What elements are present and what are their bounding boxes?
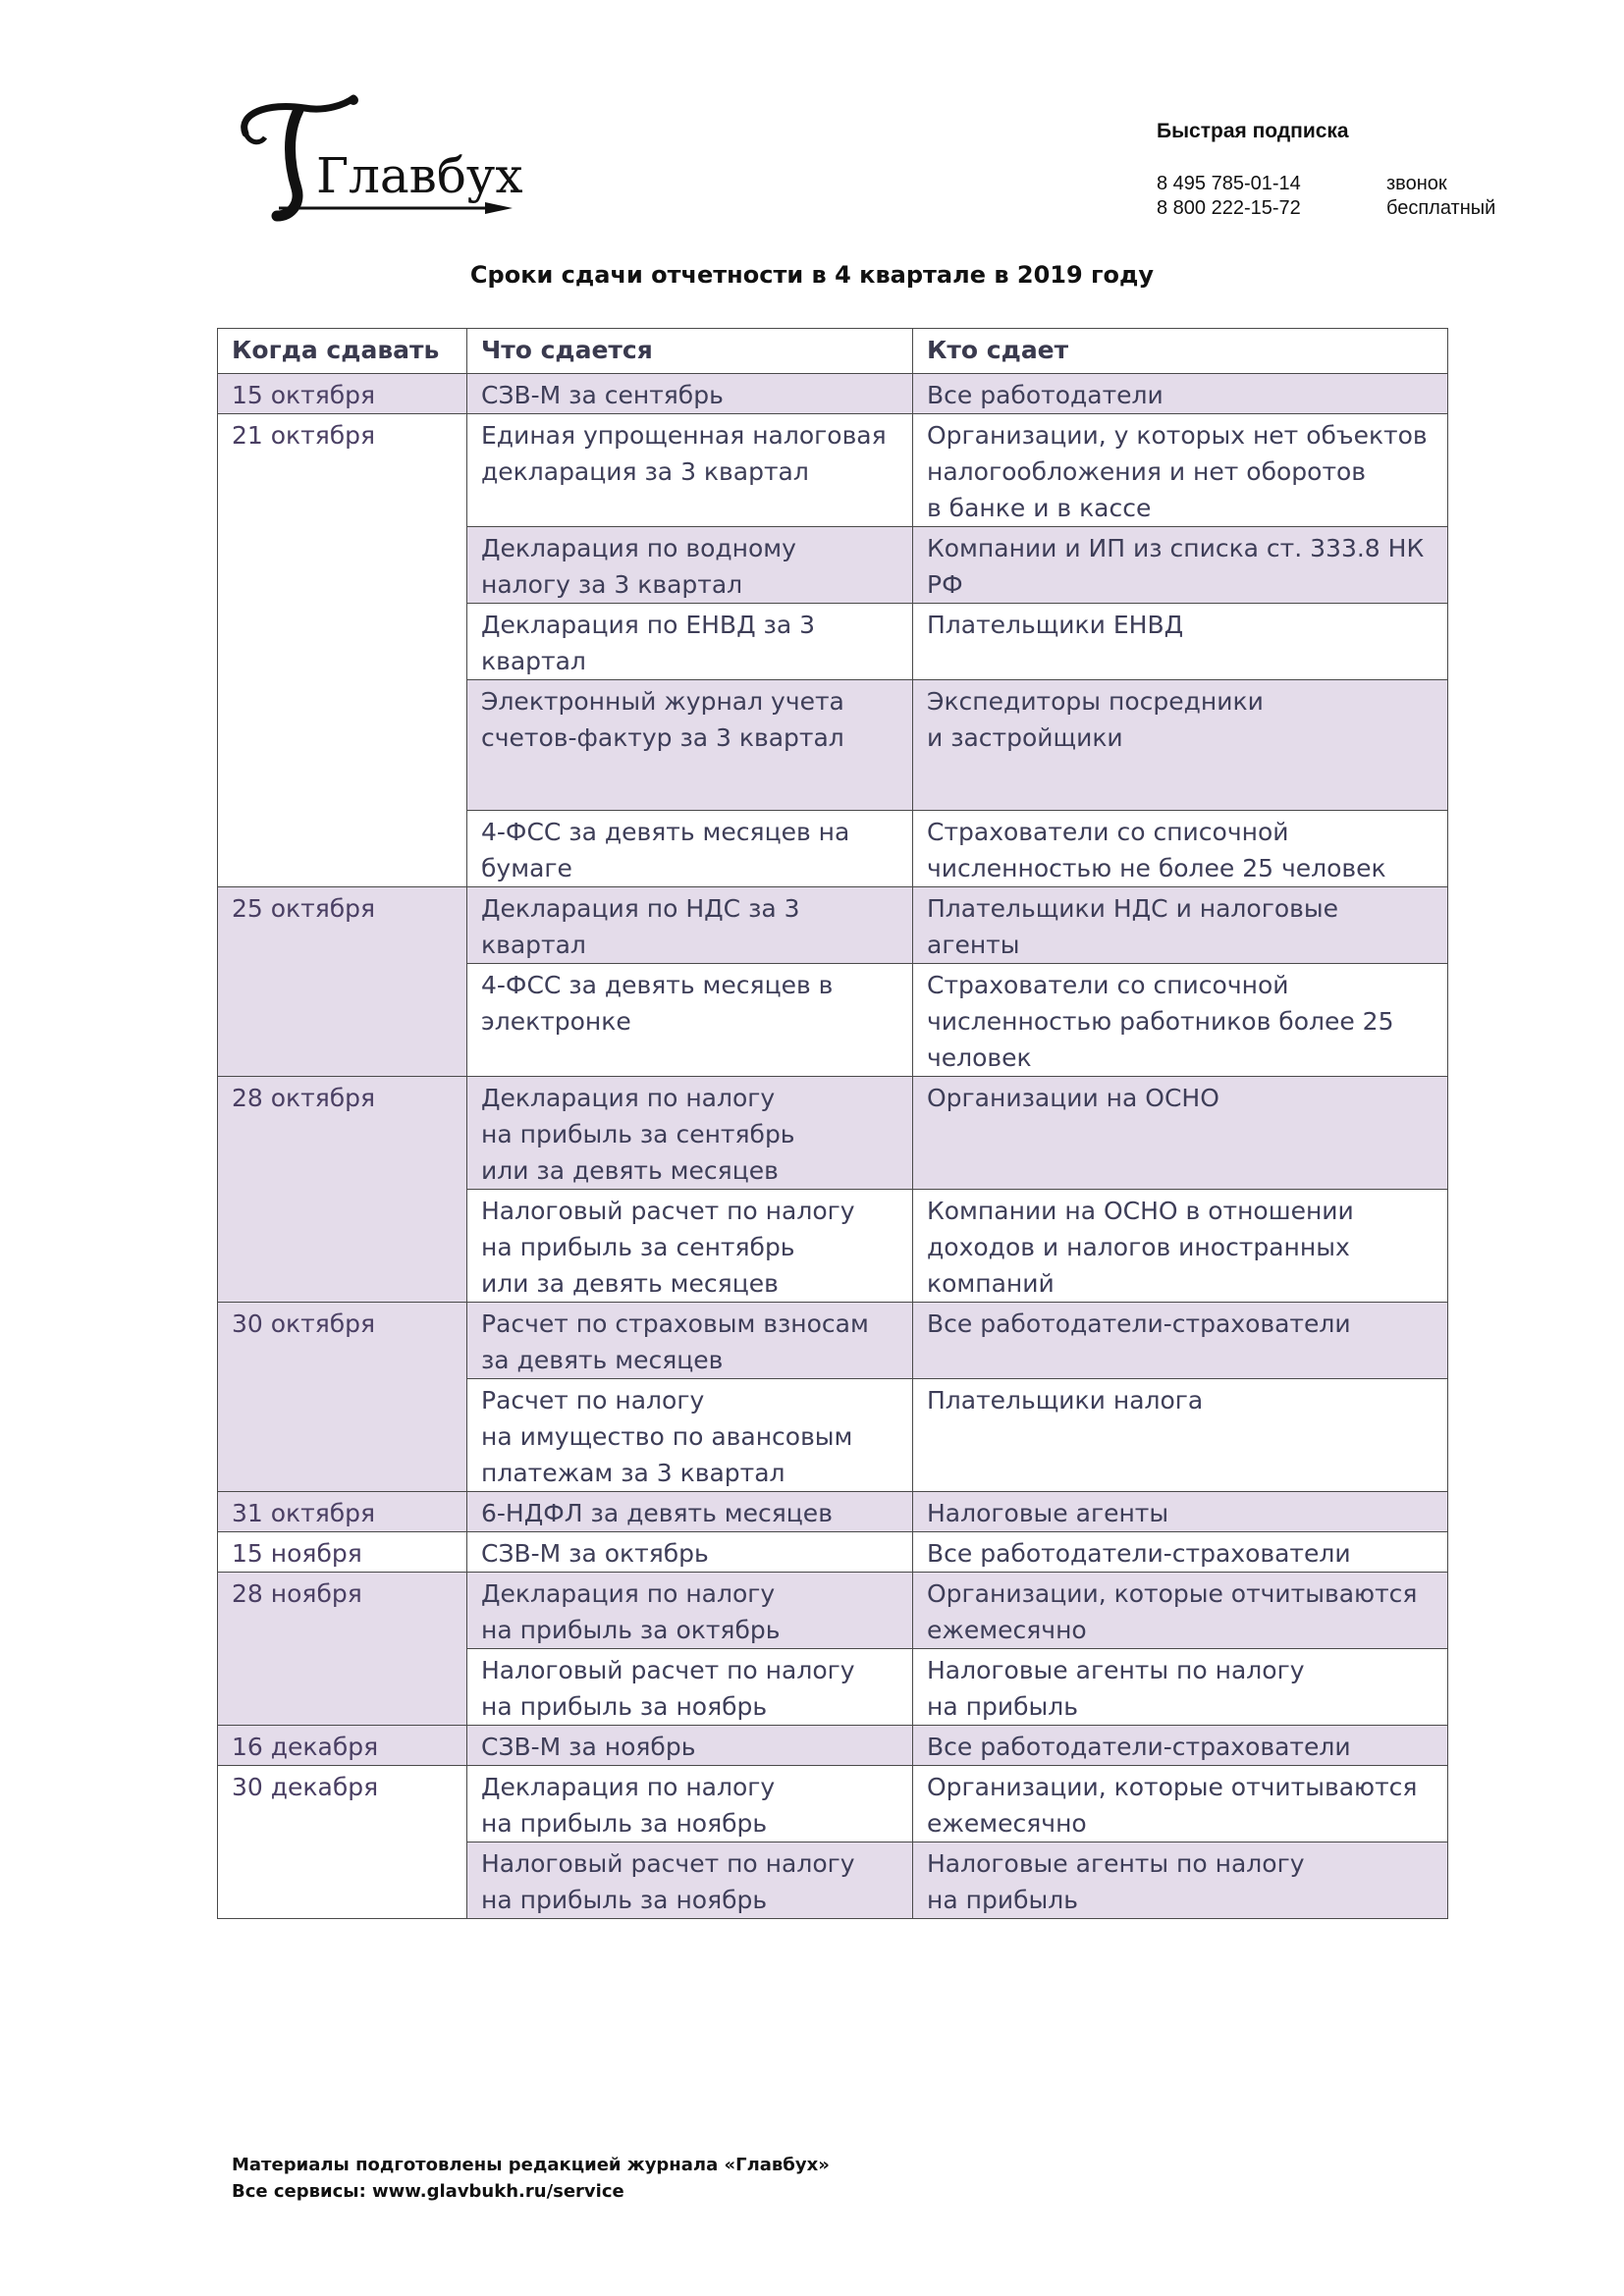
phone-row	[1157, 196, 1495, 221]
deadline-date: 28 ноября	[218, 1573, 467, 1726]
footer	[232, 2152, 830, 2205]
submitter: Все работодатели-страхователи	[913, 1303, 1448, 1379]
submitter: Все работодатели-страхователи	[913, 1532, 1448, 1573]
table-header-row	[218, 329, 1448, 374]
deadline-date: 28 октября	[218, 1077, 467, 1303]
deadline-date: 30 октября	[218, 1303, 467, 1492]
phone-row	[1157, 172, 1495, 196]
subscription-block	[1157, 120, 1495, 221]
report-name: Единая упрощенная налоговая декларация за 3 квартал	[467, 414, 913, 527]
report-name: Декларация по налогу на прибыль за ноябрь	[467, 1766, 913, 1842]
report-name: Электронный журнал учета счетов-фактур за 3 квартал	[467, 680, 913, 811]
header-who: Кто сдает	[913, 329, 1448, 374]
report-name: 6-НДФЛ за девять месяцев	[467, 1492, 913, 1532]
glavbukh-logo	[228, 94, 522, 227]
table-row	[218, 1726, 1448, 1766]
phone-note: звонок	[1386, 173, 1447, 194]
report-name: Декларация по водному налогу за 3 квартал	[467, 527, 913, 604]
phone-number[interactable]: 8 800 222-15-72	[1157, 197, 1301, 219]
document-title: Сроки сдачи отчетности в 4 квартале в 2019 году	[469, 261, 1155, 289]
submitter: Компании и ИП из списка ст. 333.8 НК РФ	[913, 527, 1448, 604]
report-name: Налоговый расчет по налогу на прибыль за ноябрь	[467, 1649, 913, 1726]
table-body	[218, 374, 1448, 1919]
header-when: Когда сдавать	[218, 329, 467, 374]
table-row	[218, 1766, 1448, 1842]
table-row	[218, 1532, 1448, 1573]
deadline-date: 30 декабря	[218, 1766, 467, 1919]
report-name: Расчет по страховым взносам за девять месяцев	[467, 1303, 913, 1379]
deadline-date: 15 ноября	[218, 1532, 467, 1573]
submitter: Плательщики НДС и налоговые агенты	[913, 887, 1448, 964]
deadlines-table	[217, 328, 1448, 1919]
deadline-date: 15 октября	[218, 374, 467, 414]
report-name: Декларация по НДС за 3 квартал	[467, 887, 913, 964]
table-row	[218, 1573, 1448, 1649]
report-name: Расчет по налогу на имущество по авансовым платежам за 3 квартал	[467, 1379, 913, 1492]
deadline-date: 16 декабря	[218, 1726, 467, 1766]
table-row	[218, 1492, 1448, 1532]
submitter: Компании на ОСНО в отношении доходов и налогов иностранных компаний	[913, 1190, 1448, 1303]
submitter: Экспедиторы посредники и застройщики	[913, 680, 1448, 811]
logo-graphic	[228, 94, 522, 227]
submitter: Организации, у которых нет объектов налогообложения и нет оборотов в банке и в кассе	[913, 414, 1448, 527]
table-row	[218, 1303, 1448, 1379]
submitter: Страхователи со списочной численностью работников более 25 человек	[913, 964, 1448, 1077]
report-name: Декларация по ЕНВД за 3 квартал	[467, 604, 913, 680]
submitter: Страхователи со списочной численностью не более 25 человек	[913, 811, 1448, 887]
footer-credits: Материалы подготовлены редакцией журнала «Главбух»	[232, 2155, 830, 2175]
header-what: Что сдается	[467, 329, 913, 374]
deadline-date: 25 октября	[218, 887, 467, 1077]
submitter: Организации на ОСНО	[913, 1077, 1448, 1190]
submitter: Все работодатели-страхователи	[913, 1726, 1448, 1766]
report-name: СЗВ-М за октябрь	[467, 1532, 913, 1573]
deadline-date: 21 октября	[218, 414, 467, 887]
report-name: 4-ФСС за девять месяцев на бумаге	[467, 811, 913, 887]
submitter: Налоговые агенты по налогу на прибыль	[913, 1842, 1448, 1919]
report-name: 4-ФСС за девять месяцев в электронке	[467, 964, 913, 1077]
submitter: Организации, которые отчитываются ежемесячно	[913, 1573, 1448, 1649]
submitter: Плательщики ЕНВД	[913, 604, 1448, 680]
report-name: Декларация по налогу на прибыль за октябрь	[467, 1573, 913, 1649]
table-row	[218, 414, 1448, 527]
logo-text: Главбух	[316, 147, 522, 204]
submitter: Плательщики налога	[913, 1379, 1448, 1492]
table-row	[218, 374, 1448, 414]
submitter: Все работодатели	[913, 374, 1448, 414]
submitter: Организации, которые отчитываются ежемесячно	[913, 1766, 1448, 1842]
submitter: Налоговые агенты	[913, 1492, 1448, 1532]
report-name: Налоговый расчет по налогу на прибыль за сентябрь или за девять месяцев	[467, 1190, 913, 1303]
report-name: Декларация по налогу на прибыль за сентябрь или за девять месяцев	[467, 1077, 913, 1190]
table-row	[218, 887, 1448, 964]
subscription-title: Быстрая подписка	[1157, 120, 1349, 142]
footer-services-link[interactable]: Все сервисы: www.glavbukh.ru/service	[232, 2181, 624, 2202]
phone-number[interactable]: 8 495 785-01-14	[1157, 173, 1301, 194]
report-name: СЗВ-М за ноябрь	[467, 1726, 913, 1766]
report-name: СЗВ-М за сентябрь	[467, 374, 913, 414]
table-row	[218, 1077, 1448, 1190]
deadline-date: 31 октября	[218, 1492, 467, 1532]
report-name: Налоговый расчет по налогу на прибыль за ноябрь	[467, 1842, 913, 1919]
phone-note: бесплатный	[1386, 197, 1496, 219]
submitter: Налоговые агенты по налогу на прибыль	[913, 1649, 1448, 1726]
